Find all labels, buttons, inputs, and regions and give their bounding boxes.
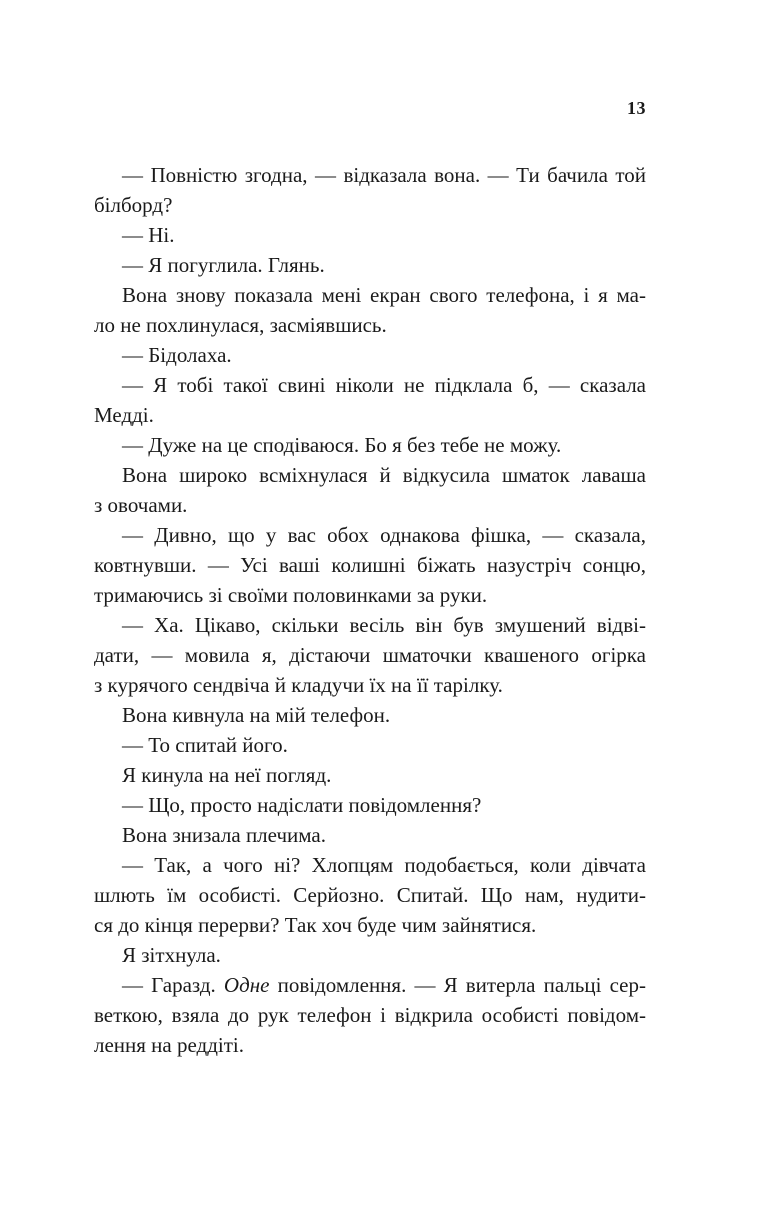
text-line: — Повністю згодна, — відказала вона. — Ти бачила той xyxy=(122,163,646,187)
text-line: білборд? xyxy=(94,193,173,217)
text-line: — Так, а чого ні? Хлопцям подобається, коли дівчата xyxy=(122,853,646,877)
paragraph xyxy=(94,460,646,520)
text-line: ковтнувши. — Усі ваші колишні біжать назустріч сонцю, xyxy=(94,553,646,577)
paragraph xyxy=(94,160,646,220)
text-line: з овочами. xyxy=(94,493,188,517)
text-line: — Я погуглила. Глянь. xyxy=(122,253,325,277)
text-line: ся до кінця перерви? Так хоч буде чим зайнятися. xyxy=(94,913,537,937)
text-line: дати, — мовила я, дістаючи шматочки квашеного огірка xyxy=(94,643,646,667)
page-number: 13 xyxy=(627,98,646,118)
paragraph xyxy=(94,220,646,250)
text-line: Вона знизала плечима. xyxy=(122,823,326,847)
paragraph xyxy=(94,700,646,730)
text-line: тримаючись зі своїми половинками за руки. xyxy=(94,583,488,607)
text-line: — Гаразд. Одне повідомлення. — Я витерла пальці сер- xyxy=(122,973,646,997)
text-line: Вона кивнула на мій телефон. xyxy=(122,703,391,727)
paragraph xyxy=(94,790,646,820)
page-text xyxy=(94,160,646,1060)
text-line: з курячого сендвіча й кладучи їх на її тарілку. xyxy=(94,673,503,697)
text-line: — Що, просто надіслати повідомлення? xyxy=(122,793,482,817)
paragraph xyxy=(94,370,646,430)
paragraph xyxy=(94,340,646,370)
text-line: — Бідолаха. xyxy=(122,343,232,367)
paragraph xyxy=(94,430,646,460)
paragraph xyxy=(94,520,646,610)
paragraph xyxy=(94,760,646,790)
text-line: веткою, взяла до рук телефон і відкрила особисті повідом- xyxy=(94,1003,646,1027)
text-line: Медді. xyxy=(94,403,154,427)
text-line: лення на реддіті. xyxy=(94,1033,245,1057)
text-line: Я зітхнула. xyxy=(122,943,221,967)
text-line: ло не похлинулася, засміявшись. xyxy=(94,313,387,337)
text-line: — То спитай його. xyxy=(122,733,288,757)
paragraph xyxy=(94,610,646,700)
text-line: Вона знову показала мені екран свого телефона, і я ма- xyxy=(122,283,646,307)
paragraph xyxy=(94,250,646,280)
text-line: — Ха. Цікаво, скільки весіль він був змушений відві- xyxy=(122,613,646,637)
text-line: — Дуже на це сподіваюся. Бо я без тебе не можу. xyxy=(122,433,562,457)
paragraph xyxy=(94,820,646,850)
paragraph xyxy=(94,850,646,940)
paragraph xyxy=(94,940,646,970)
paragraph xyxy=(94,970,646,1060)
text-line: шлють їм особисті. Серйозно. Спитай. Що нам, нудити- xyxy=(94,883,646,907)
text-line: — Ні. xyxy=(122,223,175,247)
text-line: Я кинула на неї погляд. xyxy=(122,763,332,787)
text-line: — Я тобі такої свині ніколи не підклала б, — сказала xyxy=(122,373,646,397)
paragraph xyxy=(94,730,646,760)
paragraph xyxy=(94,280,646,340)
text-line: Вона широко всміхнулася й відкусила шматок лаваша xyxy=(122,463,646,487)
text-line: — Дивно, що у вас обох однакова фішка, — сказала, xyxy=(122,523,646,547)
